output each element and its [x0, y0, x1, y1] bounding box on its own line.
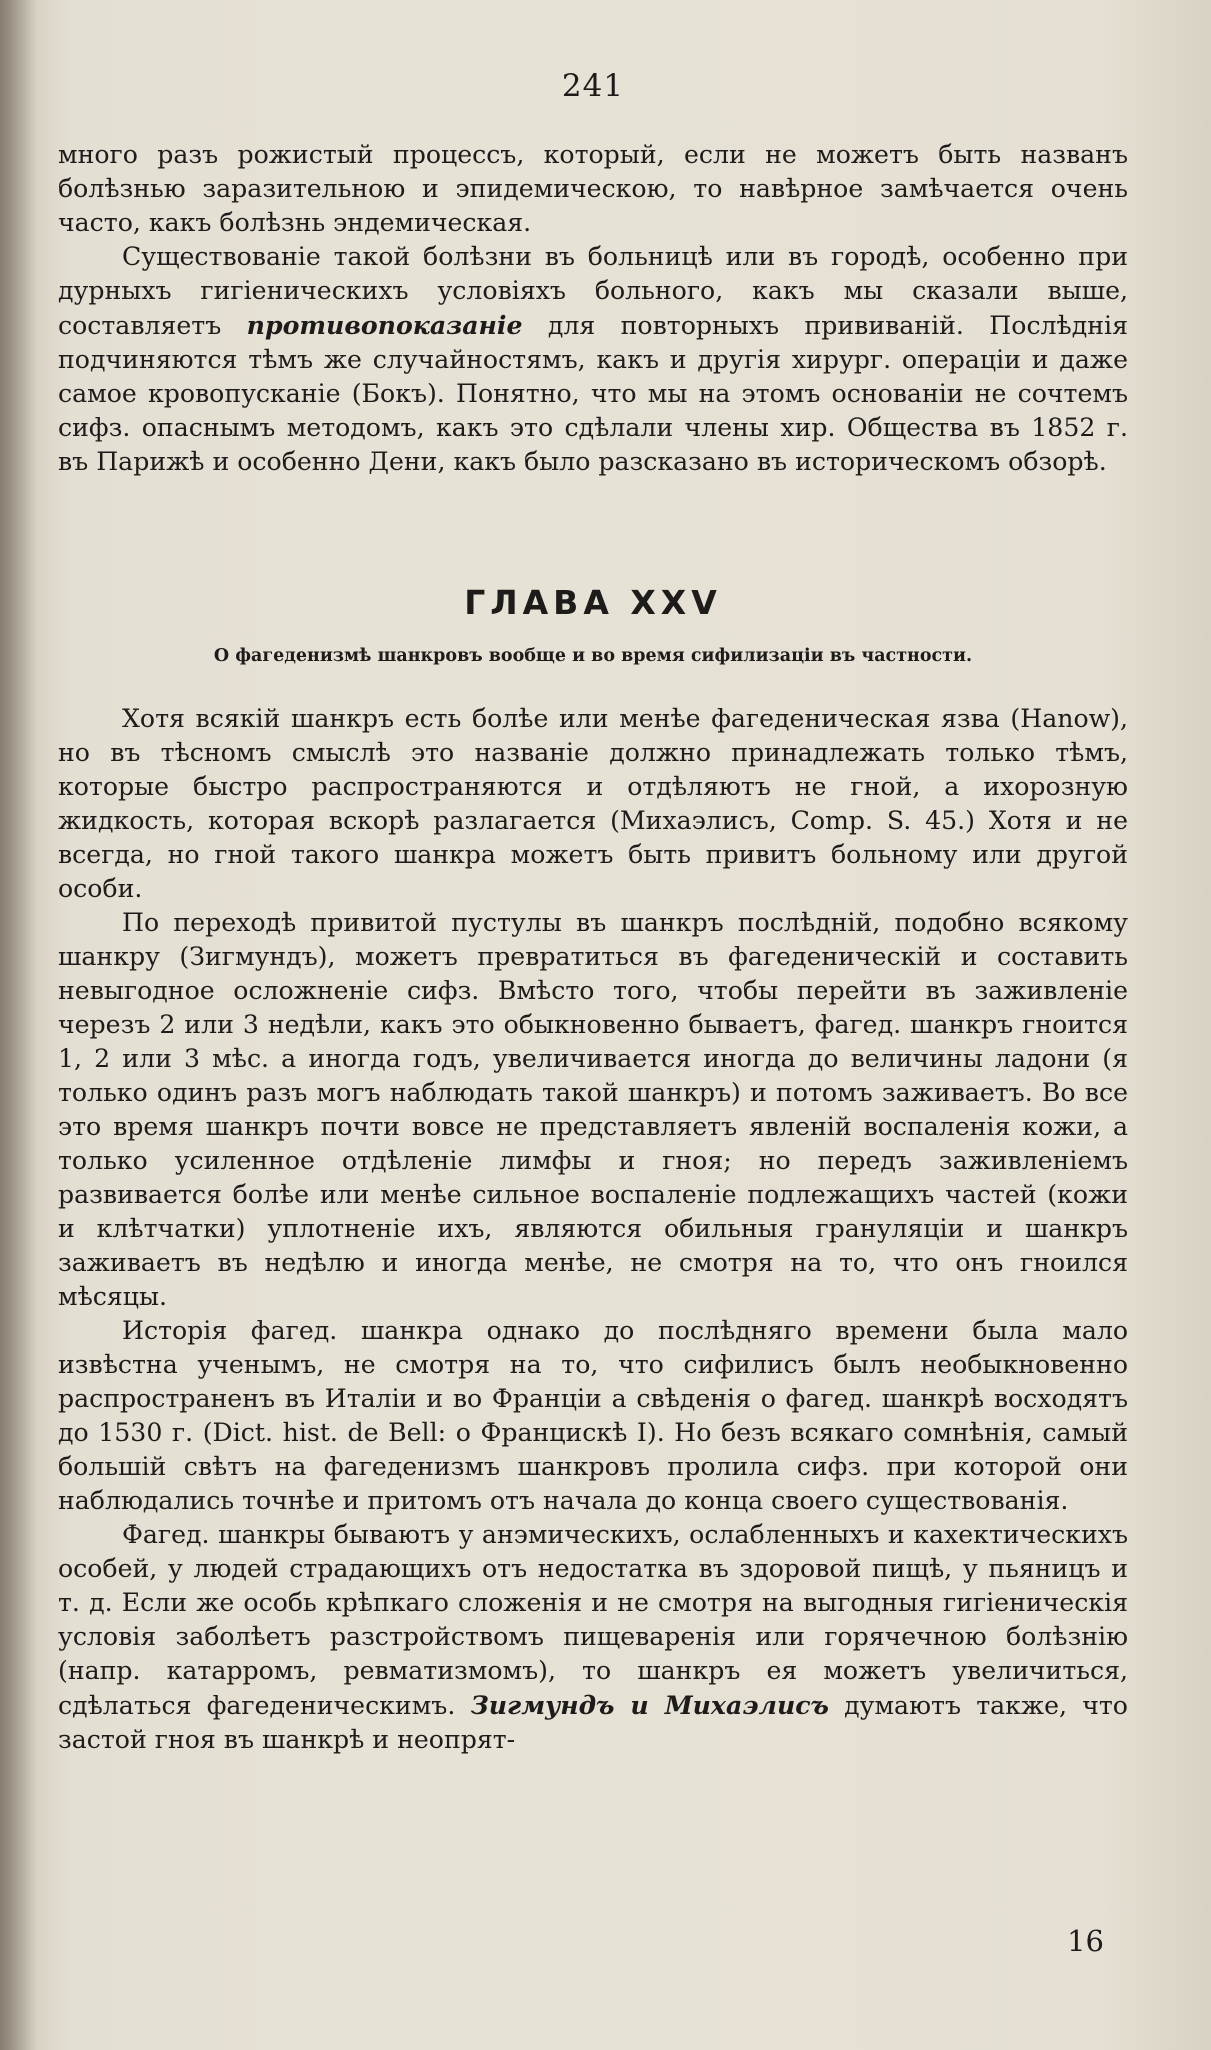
chapter-subtitle: О фагеденизмѣ шанкровъ вообще и во время сифилизаціи въ частности.: [213, 646, 973, 666]
emphasis-authors: Зигмундъ и Михаэлисъ: [470, 1690, 829, 1720]
paragraph: Исторія фагед. шанкра однако до послѣдняго времени была мало извѣстна ученымъ, не смотря на то, что сифилисъ былъ необыкновенно распространенъ въ Италіи и во Франціи а свѣденія о фагед. шанкрѣ восходятъ до 1530 г. (Dict. hist. de Bell: о Францискѣ I). Но безъ всякаго сомнѣнія, самый большій свѣтъ на фагеденизмъ шанкровъ пролила сифз. при которой они наблюдались точнѣе и притомъ отъ начала до конца своего существованія.: [58, 1316, 1128, 1515]
paragraph-contraindication: [58, 240, 1128, 479]
paragraph: По переходѣ привитой пустулы въ шанкръ послѣдній, подобно всякому шанкру (Зигмундъ), можетъ превратиться въ фагеденическій и составить невыгодное осложненіе сифз. Вмѣсто того, чтобы перейти въ заживленіе черезъ 2 или 3 недѣли, какъ это обыкновенно бываетъ, фагед. шанкръ гноится 1, 2 или 3 мѣс. а иногда годъ, увеличивается иногда до величины ладони (я только одинъ разъ могъ наблюдать такой шанкръ) и потомъ заживаетъ. Во все это время шанкръ почти вовсе не представляетъ явленій воспаленія кожи, а только усиленное отдѣленіе лимфы и гноя; но передъ заживленіемъ развивается болѣе или менѣе сильное воспаленіе подлежащихъ частей (кожи и клѣтчатки) уплотненіе ихъ, являются обильныя грануляціи и шанкръ заживаетъ въ недѣлю и иногда менѣе, не смотря на то, что онъ гноился мѣсяцы.: [58, 908, 1128, 1311]
paragraph: Хотя всякій шанкръ есть болѣе или менѣе фагеденическая язва (Hanow), но въ тѣсномъ смыслѣ это названіе должно принадлежать только тѣмъ, которые быстро распространяются и отдѣляютъ не гной, а ихорозную жидкость, которая вскорѣ разлагается (Михаэлисъ, Comp. S. 45.) Хотя и не всегда, но гной такого шанкра можетъ быть привитъ больному или другой особи.: [58, 704, 1128, 903]
paragraph: [58, 1518, 1128, 1757]
binding-shadow: [0, 0, 38, 2050]
page-body: [58, 68, 1128, 1998]
paragraph-text: Существованіе такой болѣзни въ больницѣ или въ городѣ, особенно при дурныхъ гигіеническихъ условіяхъ больного, какъ мы сказали выше, составляетъ: [58, 242, 1128, 340]
paragraph-continued: много разъ рожистый процессъ, который, если не можетъ быть названъ болѣзнью заразительною и эпидемическою, то навѣрное замѣчается очень часто, какъ болѣзнь эндемическая.: [58, 140, 1128, 237]
paragraph-text: Фагед. шанкры бываютъ у анэмическихъ, ослабленныхъ и кахектическихъ особей, у людей страдающихъ отъ недостатка въ здоровой пищѣ, у пьяницъ и т. д. Если же особь крѣпкаго сложенія и не смотря на выгодныя гигіеническія условія заболѣетъ разстройствомъ пищеваренія или горячечною болѣзнію (напр. катарромъ, ревматизмомъ), то шанкръ ея можетъ увеличиться, сдѣлаться фагеденическимъ.: [58, 1520, 1128, 1720]
page-number: 241: [561, 68, 625, 104]
chapter-title: ГЛАВА XXV: [464, 583, 722, 622]
signature-mark: 16: [1067, 1924, 1104, 1958]
emphasis-term: противопоказаніе: [246, 310, 523, 340]
paragraph-text: думаютъ также, что застой гноя въ шанкрѣ и неопрят-: [58, 1691, 1128, 1754]
paragraph-text: для повторныхъ прививаній. Послѣднія подчиняются тѣмъ же случайностямъ, какъ и другія хирург. операціи и даже самое кровопусканіе (Бокъ). Понятно, что мы на этомъ основаніи не сочтемъ сифз. опаснымъ методомъ, какъ это сдѣлали члены хир. Общества въ 1852 г. въ Парижѣ и особенно Дени, какъ было разсказано въ историческомъ обзорѣ.: [58, 311, 1128, 476]
